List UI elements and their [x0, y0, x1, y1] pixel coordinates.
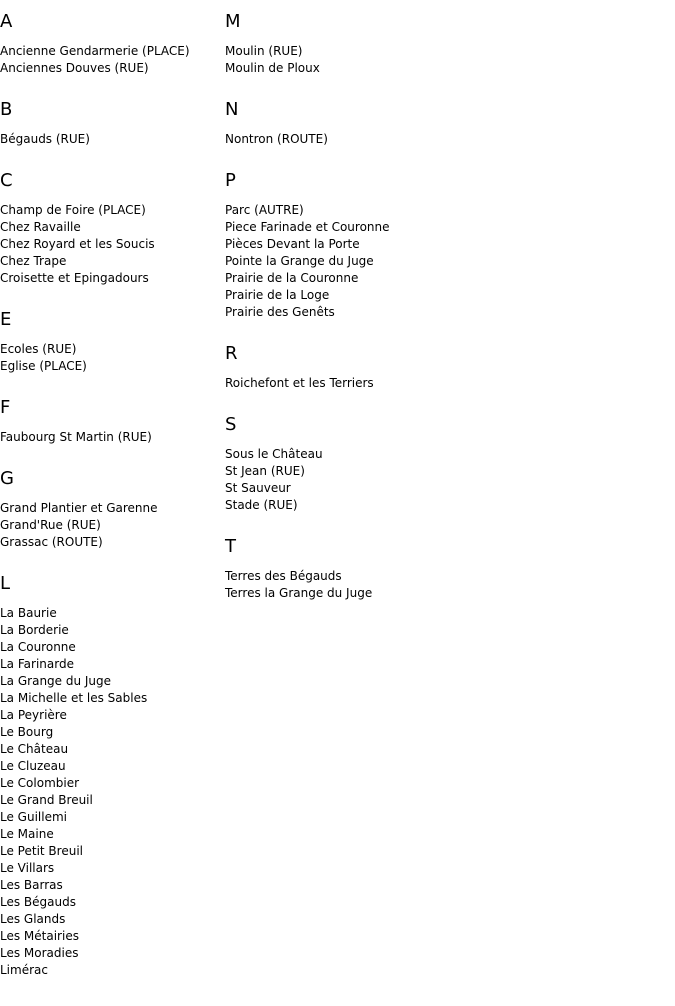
- street-link[interactable]: Faubourg St Martin (RUE): [0, 430, 152, 444]
- letter-section: [0, 575, 225, 979]
- street-link[interactable]: Le Guillemi: [0, 810, 67, 824]
- street-list: [0, 605, 225, 979]
- street-link[interactable]: Le Maine: [0, 827, 54, 841]
- street-list: [0, 429, 225, 446]
- street-link[interactable]: Terres la Grange du Juge: [225, 586, 373, 600]
- street-link[interactable]: Les Moradies: [0, 946, 79, 960]
- street-link[interactable]: Sous le Château: [225, 447, 323, 461]
- street-link[interactable]: Le Grand Breuil: [0, 793, 93, 807]
- street-link[interactable]: Bégauds (RUE): [0, 132, 90, 146]
- street-link[interactable]: Le Villars: [0, 861, 55, 875]
- index-column-right: [225, 0, 525, 602]
- street-link[interactable]: Prairie des Genêts: [225, 305, 335, 319]
- section-letter-heading: F: [0, 397, 11, 418]
- letter-section: [0, 13, 225, 77]
- letter-section: [0, 311, 225, 375]
- street-link[interactable]: Nontron (ROUTE): [225, 132, 328, 146]
- section-letter-heading: T: [225, 536, 236, 557]
- street-list: [225, 43, 525, 77]
- street-link[interactable]: Grand Plantier et Garenne: [0, 501, 158, 515]
- street-link[interactable]: Piece Farinade et Couronne: [225, 220, 390, 234]
- street-list: [225, 131, 525, 148]
- street-link[interactable]: Stade (RUE): [225, 498, 298, 512]
- street-link[interactable]: Anciennes Douves (RUE): [0, 61, 149, 75]
- section-letter-heading: B: [0, 99, 13, 120]
- street-link[interactable]: Chez Trape: [0, 254, 67, 268]
- street-link[interactable]: Le Cluzeau: [0, 759, 66, 773]
- section-letter-heading: N: [225, 99, 239, 120]
- index-column-left: [0, 0, 225, 979]
- street-link[interactable]: La Peyrière: [0, 708, 67, 722]
- street-link[interactable]: Moulin (RUE): [225, 44, 303, 58]
- street-list: [0, 131, 225, 148]
- street-link[interactable]: Les Barras: [0, 878, 63, 892]
- street-list: [0, 202, 225, 287]
- street-link[interactable]: Ancienne Gendarmerie (PLACE): [0, 44, 190, 58]
- street-link[interactable]: La Farinarde: [0, 657, 74, 671]
- letter-section: [225, 13, 525, 77]
- street-link[interactable]: Terres des Bégauds: [225, 569, 342, 583]
- street-link[interactable]: Prairie de la Loge: [225, 288, 330, 302]
- street-link[interactable]: Le Château: [0, 742, 69, 756]
- letter-section: [225, 538, 525, 602]
- street-link[interactable]: Eglise (PLACE): [0, 359, 87, 373]
- letter-section: [0, 101, 225, 148]
- street-link[interactable]: La Borderie: [0, 623, 69, 637]
- street-link[interactable]: La Michelle et les Sables: [0, 691, 148, 705]
- street-link[interactable]: Parc (AUTRE): [225, 203, 304, 217]
- street-list: [225, 202, 525, 321]
- letter-section: [225, 345, 525, 392]
- street-link[interactable]: Limérac: [0, 963, 48, 977]
- street-link[interactable]: Grassac (ROUTE): [0, 535, 103, 549]
- street-link[interactable]: Le Petit Breuil: [0, 844, 83, 858]
- street-link[interactable]: Pointe la Grange du Juge: [225, 254, 374, 268]
- street-link[interactable]: Pièces Devant la Porte: [225, 237, 360, 251]
- street-link[interactable]: St Sauveur: [225, 481, 291, 495]
- letter-section: [225, 101, 525, 148]
- letter-section: [0, 399, 225, 446]
- street-link[interactable]: St Jean (RUE): [225, 464, 305, 478]
- street-list: [0, 43, 225, 77]
- street-link[interactable]: Roichefont et les Terriers: [225, 376, 374, 390]
- letter-section: [0, 470, 225, 551]
- street-link[interactable]: Grand'Rue (RUE): [0, 518, 101, 532]
- section-letter-heading: R: [225, 343, 238, 364]
- letter-section: [225, 172, 525, 321]
- street-link[interactable]: Les Bégauds: [0, 895, 76, 909]
- street-link[interactable]: Croisette et Epingadours: [0, 271, 149, 285]
- letter-section: [225, 416, 525, 514]
- section-letter-heading: P: [225, 170, 236, 191]
- street-list: [0, 341, 225, 375]
- street-link[interactable]: Le Bourg: [0, 725, 54, 739]
- section-letter-heading: A: [0, 11, 13, 32]
- street-list: [225, 446, 525, 514]
- street-link[interactable]: Chez Ravaille: [0, 220, 81, 234]
- street-link[interactable]: La Couronne: [0, 640, 76, 654]
- street-link[interactable]: Chez Royard et les Soucis: [0, 237, 155, 251]
- letter-section: [0, 172, 225, 287]
- street-link[interactable]: La Baurie: [0, 606, 57, 620]
- street-link[interactable]: Les Métairies: [0, 929, 79, 943]
- section-letter-heading: S: [225, 414, 237, 435]
- street-link[interactable]: Le Colombier: [0, 776, 80, 790]
- street-list: [225, 375, 525, 392]
- street-link[interactable]: La Grange du Juge: [0, 674, 112, 688]
- street-link[interactable]: Prairie de la Couronne: [225, 271, 359, 285]
- section-letter-heading: C: [0, 170, 13, 191]
- section-letter-heading: M: [225, 11, 241, 32]
- street-link[interactable]: Champ de Foire (PLACE): [0, 203, 146, 217]
- street-list: [225, 568, 525, 602]
- street-link[interactable]: Les Glands: [0, 912, 66, 926]
- section-letter-heading: L: [0, 573, 11, 594]
- street-link[interactable]: Moulin de Ploux: [225, 61, 320, 75]
- street-list: [0, 500, 225, 551]
- section-letter-heading: G: [0, 468, 14, 489]
- street-link[interactable]: Ecoles (RUE): [0, 342, 77, 356]
- section-letter-heading: E: [0, 309, 12, 330]
